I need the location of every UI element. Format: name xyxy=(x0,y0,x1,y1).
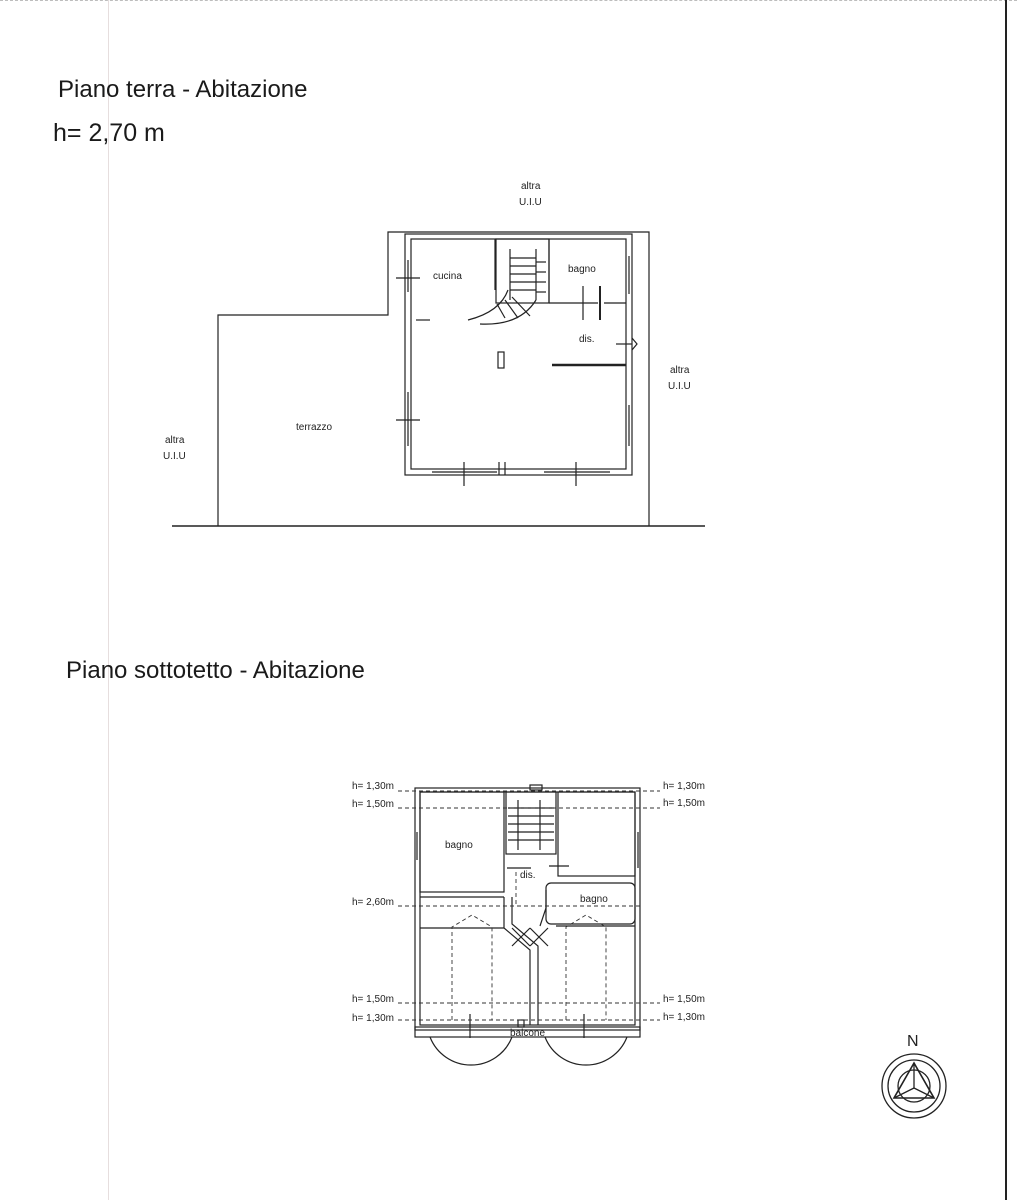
height-left-top-130: h= 1,30m xyxy=(352,781,394,792)
neighbor-top-line2: U.I.U xyxy=(519,197,542,208)
neighbor-left-line1: altra xyxy=(165,435,185,446)
stair-curve-outer xyxy=(468,290,508,320)
height-right-bot-130: h= 1,30m xyxy=(663,1012,705,1023)
corridor-left xyxy=(504,897,530,1025)
attic-floor-plan xyxy=(415,785,640,1065)
attic-floor-title: Piano sottotetto - Abitazione xyxy=(66,657,365,684)
height-right-bot-150: h= 1,50m xyxy=(663,994,705,1005)
north-compass-icon xyxy=(882,1054,946,1118)
room-label-bagno: bagno xyxy=(568,264,596,275)
height-left-mid-260: h= 2,60m xyxy=(352,897,394,908)
neighbor-right-line2: U.I.U xyxy=(668,381,691,392)
vault-right xyxy=(566,915,606,1020)
balcony-curve-right xyxy=(545,1037,627,1065)
ground-floor-height: h= 2,70 m xyxy=(53,119,165,147)
room-label-bagno-left: bagno xyxy=(445,840,473,851)
height-right-top-130: h= 1,30m xyxy=(663,781,705,792)
room-label-dis: dis. xyxy=(579,334,595,345)
ground-floor-labels xyxy=(163,181,691,462)
room-label-balcone: balcone xyxy=(510,1028,546,1039)
corridor-left-inner xyxy=(512,897,538,1025)
attic-stair-box xyxy=(506,792,556,854)
height-left-top-150: h= 1,50m xyxy=(352,799,394,810)
room-label-dis-attic: dis. xyxy=(520,870,536,881)
height-right-top-150: h= 1,50m xyxy=(663,798,705,809)
stair-box xyxy=(496,239,549,303)
height-left-bot-130: h= 1,30m xyxy=(352,1013,394,1024)
attic-height-lines xyxy=(398,791,660,1020)
compass-north-label: N xyxy=(907,1033,919,1050)
vault-left xyxy=(452,915,492,1020)
neighbor-top-line1: altra xyxy=(521,181,541,192)
neighbor-left-line2: U.I.U xyxy=(163,451,186,462)
meter-symbol xyxy=(632,338,637,350)
attic-labels xyxy=(352,781,705,1039)
room-right-top xyxy=(558,792,635,876)
ground-floor-title: Piano terra - Abitazione xyxy=(58,76,308,103)
height-left-bot-150: h= 1,50m xyxy=(352,994,394,1005)
room-label-cucina: cucina xyxy=(433,271,462,282)
neighbor-right-line1: altra xyxy=(670,365,690,376)
balcony-curve-left xyxy=(430,1037,512,1065)
room-label-terrazzo: terrazzo xyxy=(296,422,333,433)
column xyxy=(498,352,504,368)
room-label-bagno-right: bagno xyxy=(580,894,608,905)
